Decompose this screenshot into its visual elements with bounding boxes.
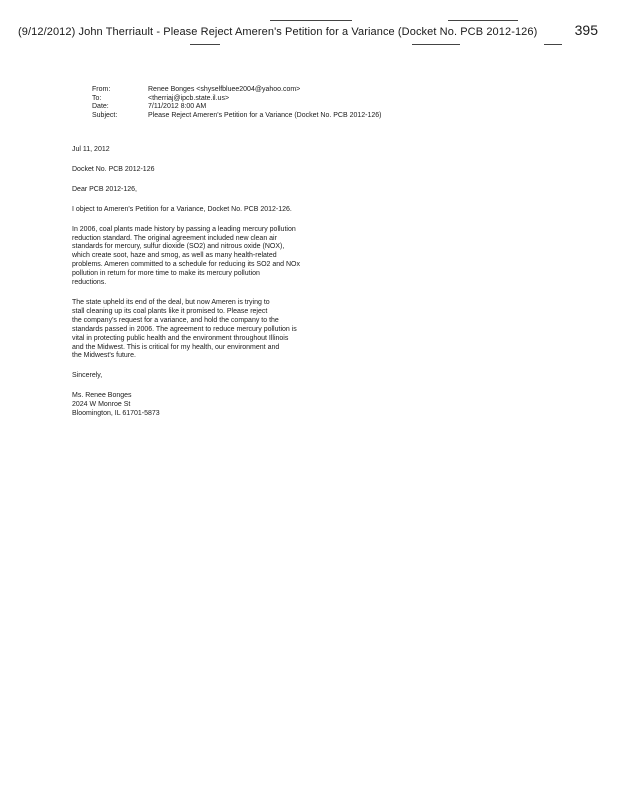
signer-street: 2024 W Monroe St (72, 401, 131, 409)
closing: Sincerely, (72, 372, 103, 380)
from-value: Renee Bonges <shyselfbluee2004@yahoo.com> (148, 86, 301, 93)
header-rule (270, 20, 352, 21)
paragraph-line: and the Midwest. This is critical for my health, our environment and (72, 343, 280, 351)
paragraph-line: In 2006, coal plants made history by passing a leading mercury pollution (72, 225, 296, 233)
paragraph-line: which create soot, haze and smog, as well as many health-related (72, 252, 277, 260)
paragraph-line: the Midwest's future. (72, 352, 136, 360)
paragraph-line: stall cleaning up its coal plants like it promised to. Please reject (72, 307, 268, 315)
signer-name: Ms. Renee Bonges (72, 392, 132, 400)
paragraph-request (72, 299, 342, 361)
paragraph-line: pollution in return for more time to make its mercury pollution (72, 270, 260, 278)
subject-value: Please Reject Ameren's Petition for a Variance (Docket No. PCB 2012-126) (148, 111, 382, 119)
page-header-title: (9/12/2012) John Therriault - Please Reject Ameren's Petition for a Variance (Docket No. PCB 2012-126) (18, 26, 538, 38)
email-from-row (92, 86, 478, 95)
header-rule (544, 44, 562, 45)
letter-body (72, 146, 342, 430)
header-rule (448, 20, 518, 21)
email-to-row (92, 95, 478, 104)
to-label: To: (92, 94, 102, 102)
date-label: Date: (92, 103, 109, 111)
paragraph-line: standards for mercury, sulfur dioxide (SO2) and nitrous oxide (NOX), (72, 243, 285, 251)
paragraph-line: vital in protecting public health and the environment throughout Illinois (72, 334, 289, 342)
signer-city: Bloomington, IL 61701-5873 (72, 410, 160, 418)
date-value: 7/11/2012 8:00 AM (148, 103, 207, 111)
from-label: From: (92, 86, 111, 93)
paragraph-history (72, 226, 342, 288)
paragraph-line: The state upheld its end of the deal, but now Ameren is trying to (72, 298, 270, 306)
email-subject-row (92, 112, 478, 121)
email-date-row (92, 103, 478, 112)
paragraph-line: the company's request for a variance, and hold the company to the (72, 316, 279, 324)
email-metadata (92, 86, 478, 120)
letter-date: Jul 11, 2012 (72, 146, 110, 153)
to-value: <therriaj@ipcb.state.il.us> (148, 94, 230, 102)
salutation: Dear PCB 2012-126, (72, 185, 137, 193)
paragraph-line: standards passed in 2006. The agreement to reduce mercury pollution is (72, 325, 297, 333)
paragraph-line: reductions. (72, 279, 107, 287)
objection-statement: I object to Ameren's Petition for a Variance, Docket No. PCB 2012-126. (72, 205, 292, 213)
header-rule (190, 44, 220, 45)
paragraph-line: problems. Ameren committed to a schedule for reducing its SO2 and NOx (72, 261, 300, 269)
paragraph-line: reduction standard. The original agreement included new clean air (72, 234, 277, 242)
signature-block (72, 392, 342, 419)
page-number: 395 (574, 22, 598, 38)
docket-number: Docket No. PCB 2012-126 (72, 165, 155, 173)
subject-label: Subject: (92, 111, 118, 119)
header-rule (412, 44, 460, 45)
